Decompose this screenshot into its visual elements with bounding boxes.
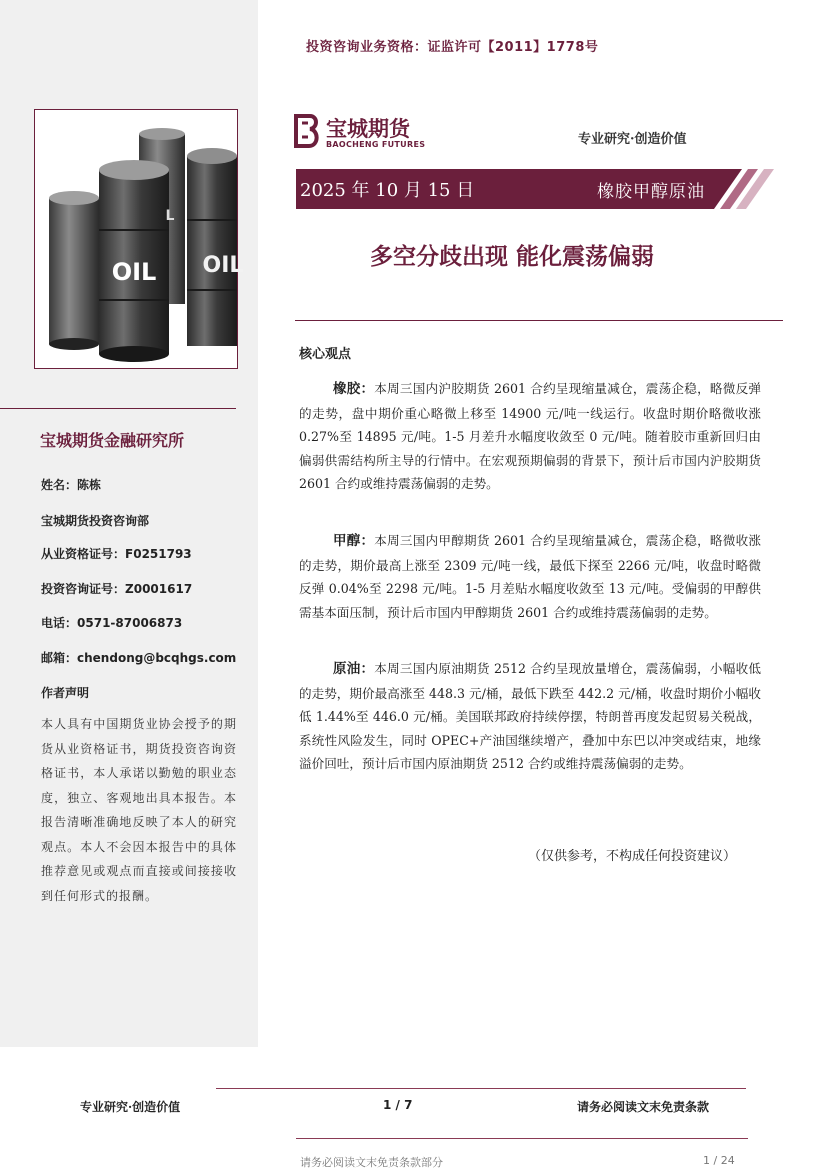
paragraph-methanol: 甲醇：本周三国内甲醇期货 2601 合约呈现缩量减仓，震荡企稳，略微收涨的走势，期价最高上涨至 2309 元/吨一线，最低下探至 2266 元/吨，收盘时略微反弹 0.04%至 2298 元/吨。1-5 月差贴水幅度收敛至 13 元/吨。受偏弱的甲醇供需基本面压制，预计后市国内甲醇期货 2601 合约或维持震荡偏弱的走势。 (299, 533, 761, 620)
paragraph-crude-oil: 原油：本周三国内原油期货 2512 合约呈现放量增仓，震荡偏弱，小幅收低的走势，期价最高涨至 448.3 元/桶，最低下跌至 442.2 元/桶，收盘时期价小幅收低 1.44%至 446.0 元/桶。美国联邦政府持续停摆，特朗普再度发起贸易关税战，系统性风险发生，同时 OPEC+产油国继续增产，叠加中东巴以冲突或结束，地缘溢价回吐，预计后市国内原油期货 2512 合约或维持震荡偏弱的走势。 (299, 661, 761, 771)
statement-heading: 作者声明 (41, 686, 90, 700)
institute-name: 宝城期货金融研究所 (40, 431, 185, 450)
department: 宝城期货投资咨询部 (41, 514, 150, 528)
logo-mark-icon (292, 113, 322, 149)
consult-number: 投资咨询证号：Z0001617 (41, 582, 193, 596)
footer-divider-secondary (296, 1138, 748, 1139)
author-name: 姓名：陈栋 (41, 478, 102, 492)
footer-divider (216, 1088, 746, 1089)
author-statement: 本人具有中国期货业协会授予的期货从业资格证书，期货投资咨询资格证书，本人承诺以勤勉的职业态度，独立、客观地出具本报告。本报告清晰准确地反映了本人的研究观点。本人不会因本报告中的具体推荐意见或观点而直接或间接接收到任何形式的报酬。 (41, 717, 237, 903)
paragraph-rubber: 橡胶：本周三国内沪胶期货 2601 合约呈现缩量减仓，震荡企稳，略微反弹的走势，盘中期价重心略微上移至 14900 元/吨一线运行。收盘时期价略微收涨 0.27%至 14895 元/吨。1-5 月差升水幅度收敛至 0 元/吨。随着胶市重新回归由偏弱供需结构所主导的行情中。在宏观预期偏弱的背景下，预计后市国内沪胶期货 2601 合约或维持震荡偏弱的走势。 (299, 381, 761, 491)
footer-disclaimer: 请务必阅读文末免责条款 (577, 1100, 710, 1114)
oil-barrels-image (35, 110, 244, 368)
sidebar-divider (0, 408, 236, 409)
reference-note: （仅供参考，不构成任何投资建议） (528, 849, 737, 864)
logo-text-cn: 宝城期货 (326, 117, 410, 141)
barrel-label: OIL (111, 258, 157, 286)
license-line: 投资咨询业务资格：证监许可【2011】1778号 (306, 40, 599, 55)
phone: 电话：0571-87006873 (41, 616, 183, 630)
report-date: 2025 年 10 月 15 日 (300, 180, 475, 201)
report-title: 多空分歧出现 能化震荡偏弱 (370, 244, 655, 270)
report-category: 橡胶甲醇原油 (597, 182, 705, 202)
footer-sub-text: 请务必阅读文末免责条款部分 (300, 1156, 443, 1169)
logo-text-en: BAOCHENG FUTURES (326, 140, 426, 149)
section-heading: 核心观点 (299, 347, 352, 362)
barrel-label: L (165, 208, 175, 224)
email: 邮箱：chendong@bcqhgs.com (41, 651, 237, 665)
oil-barrels-photo (34, 109, 244, 369)
header-slogan: 专业研究·创造价值 (578, 132, 687, 147)
barrel-label: OIL (202, 253, 244, 278)
page-number: 1 / 7 (383, 1098, 413, 1112)
title-divider (295, 320, 783, 321)
footer-slogan: 专业研究·创造价值 (80, 1100, 181, 1114)
footer-sub-page: 1 / 24 (703, 1154, 735, 1167)
qualification-number: 从业资格证号：F0251793 (41, 547, 192, 561)
